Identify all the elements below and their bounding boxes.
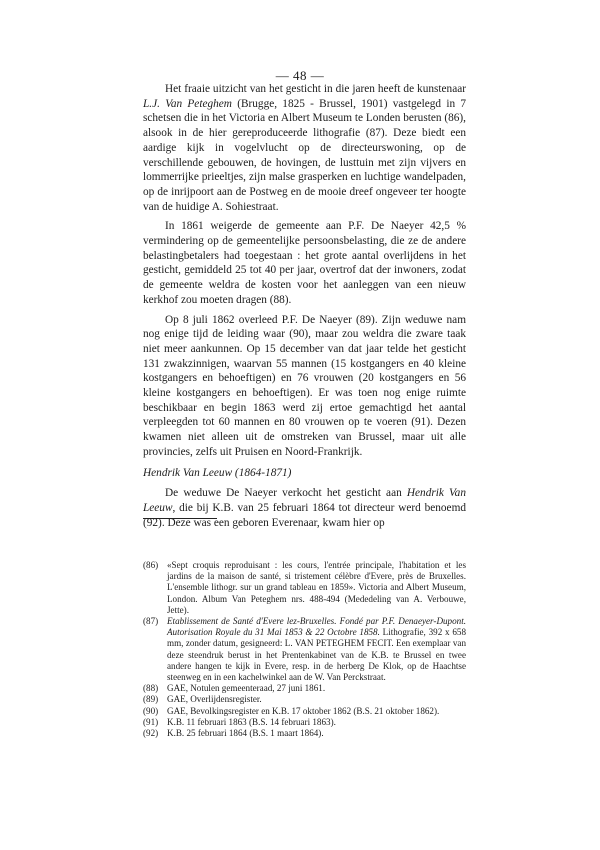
footnotes bbox=[143, 560, 466, 739]
paragraph-4-text-b: , die bij K.B. van 25 februari 1864 tot directeur werd benoemd (92). Deze was een geboren Everenaar, kwam hier op bbox=[143, 501, 466, 529]
artist-name: L.J. Van Peteghem bbox=[143, 97, 232, 110]
footnote-number: (87) bbox=[143, 616, 159, 627]
footnote-number: (92) bbox=[143, 728, 159, 739]
footnote-number: (90) bbox=[143, 705, 159, 716]
footnote-text: GAE, Overlijdensregister. bbox=[167, 694, 262, 705]
body-text bbox=[143, 82, 466, 530]
footnote-92 bbox=[143, 728, 466, 739]
paragraph-1 bbox=[143, 82, 466, 214]
footnote-text: K.B. 11 februari 1863 (B.S. 14 februari 1863). bbox=[167, 716, 336, 727]
footnote-number: (86) bbox=[143, 560, 159, 570]
paragraph-2: In 1861 weigerde de gemeente aan P.F. De Naeyer 42,5 % vermindering op de gemeentelijke persoonsbelasting, die ze de andere belastingbetalers had toegestaan : het grote aantal overlijdens in het gesticht, gemiddeld 25 tot 40 per jaar, overtrof dat der inwoners, zodat de gemeente weldra de kosten voor het aanleggen van een nieuw kerkhof zou moeten dragen (88). bbox=[143, 220, 466, 306]
footnote-88 bbox=[143, 683, 466, 694]
footnote-90 bbox=[143, 706, 466, 717]
footnote-number: (88) bbox=[143, 683, 159, 694]
paragraph-4-text-a: De weduwe De Naeyer verkocht het gesticht aan bbox=[165, 487, 407, 500]
footnote-italic-title: Etablissement de Santé d'Evere lez-Bruxelles. Fondé par P.F. Denaeyer-Dupont. Autorisation Royale du 31 Mai 1853 & 22 Octobre 1858. bbox=[167, 616, 466, 638]
paragraph-1-text-a: Het fraaie uitzicht van het gesticht in die jaren heeft de kunstenaar bbox=[165, 83, 466, 95]
footnote-number: (91) bbox=[143, 716, 159, 727]
footnote-text-rest: Lithografie, 392 x 658 mm, zonder datum, gesigneerd: L. VAN PETEGHEM FECIT. Een exemplaar van deze steendruk berust in het Prentenkabinet van de K.B. te Brussel en twee andere hangen te kijk in Evere, resp. in de herberg De Klok, op de Haachtse steenweg en in een kachelwinkel aan de W. Van Perckstraat. bbox=[167, 627, 467, 683]
page-number: — 48 — bbox=[275, 68, 325, 83]
footnote-text: GAE, Bevolkingsregister en K.B. 17 oktober 1862 (B.S. 21 oktober 1862). bbox=[167, 705, 440, 716]
section-heading: Hendrik Van Leeuw (1864-1871) bbox=[143, 466, 292, 479]
paragraph-1-text-b: (Brugge, 1825 - Brussel, 1901) vastgelegd in 7 schetsen die in het Victoria en Albert Museum te Londen berusten (86), alsook in de hier gereproduceerde lithografie (87). Deze biedt een aardige kijk in vogelvlucht op de directeurswoning, op de verschillende gebouwen, de hovingen, de lusttuin met zijn vijvers en lommerrijke prieeltjes, zijn malse grasperken en luchtige wandelpaden, op de inrijpoort aan de Postweg en de mooie dreef ongeveer ter hoogte van de huidige A. Sohiestraat. bbox=[143, 97, 467, 213]
footnote-text: K.B. 25 februari 1864 (B.S. 1 maart 1864). bbox=[167, 728, 324, 739]
footnote-text: GAE, Notulen gemeenteraad, 27 juni 1861. bbox=[167, 683, 326, 694]
footnote-number: (89) bbox=[143, 694, 159, 705]
footnote-86 bbox=[143, 560, 466, 616]
paragraph-4 bbox=[143, 486, 466, 530]
footnote-91 bbox=[143, 717, 466, 728]
footnote-divider bbox=[143, 518, 217, 519]
footnote-89 bbox=[143, 694, 466, 705]
paragraph-3: Op 8 juli 1862 overleed P.F. De Naeyer (89). Zijn weduwe nam nog enige tijd de leiding waar (90), maar zou weldra die zware taak niet meer aankunnen. Op 15 december van dat jaar telde het gesticht 131 zwakzinnigen, waarvan 55 mannen (15 kostgangers en 40 kleine kostgangers en behoeftigen) en 76 vrouwen (20 kostgangers en 56 kleine kostgangers en behoeftigen). Er was toen nog enige ruimte beschikbaar en begin 1863 werd zij ertoe gemachtigd het aantal verpleegden tot 60 mannen en 80 vrouwen op te voeren (91). Dezen kwamen niet alleen uit de omstreken van Brussel, maar uit alle provincies, zelfs uit Pruisen en Noord-Frankrijk. bbox=[143, 313, 466, 458]
footnote-87 bbox=[143, 616, 466, 683]
footnote-text: «Sept croquis reproduisant : les cours, l'entrée principale, l'habitation et les jardins de la maison de santé, si tristement célèbre d'Evere, près de Bruxelles. L'ensemble lithogr. sur un grand tableau en 1859». Victoria and Albert Museum, London. Album Van Peteghem nrs. 488-494 (Mededeling van A. Verbouwe, Jette). bbox=[167, 560, 466, 615]
footnote-text bbox=[167, 616, 466, 683]
director-name: Hendrik Van Leeuw bbox=[143, 487, 466, 514]
